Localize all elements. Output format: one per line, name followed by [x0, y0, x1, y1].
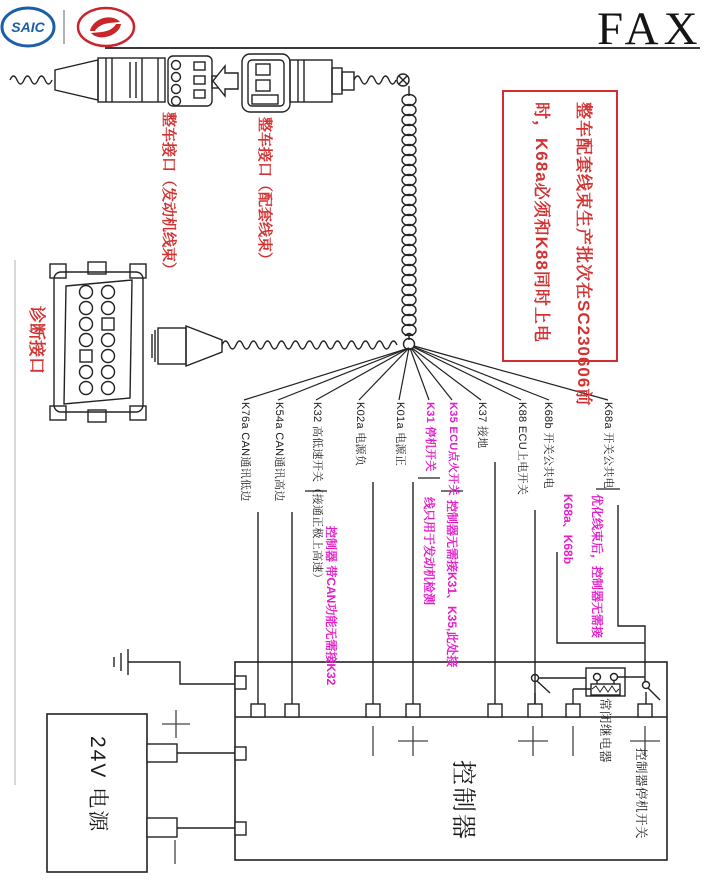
pin-label-k02a: K02a 电源负: [354, 402, 366, 467]
pin-label-k37: K37 接地: [476, 402, 488, 449]
vehicle-interface-engine-label: 整车接口（发动机线束）: [160, 112, 177, 278]
stop-switch-label: 控制器停机开关: [634, 748, 648, 840]
pin-label-k76a: K76a CAN通讯低边: [239, 402, 251, 502]
diagnostic-connector: [50, 262, 146, 422]
annotation-k31-k35-line1: 控制器无需接K31、K35,此处接: [445, 500, 459, 668]
coiled-wire: [402, 95, 416, 336]
power-supply-label: 24V 电源: [86, 736, 109, 834]
pin-label-k68a: K68a 开关公共电: [602, 402, 614, 489]
warning-note-text: [520, 102, 604, 406]
controller-pins: [251, 704, 652, 717]
pin-label-k32: K32 高低速开关（接通正极上高速）: [311, 402, 323, 585]
power-supply-box: [47, 710, 235, 872]
warning-note-line1: 整车配套线束生产批次在SC230606前: [574, 102, 593, 407]
label-ticks: [305, 478, 620, 491]
annotation-k68-line2: K68a、K68b: [561, 494, 575, 565]
pin-label-k01a: K01a 电源正: [394, 402, 406, 467]
engine-harness-connector: [10, 56, 218, 106]
wire-squiggle-diagnostic: [222, 341, 397, 349]
polarity-marks: [373, 726, 660, 756]
warning-note-line2: 时，K68a必须和K88同时上电: [532, 102, 551, 343]
wire-squiggle-left: [10, 76, 52, 84]
diagnostic-interface-label: 诊断接口: [27, 306, 46, 374]
matching-harness-connector: [242, 54, 409, 112]
diagnostic-plug: [152, 326, 415, 366]
wire-squiggle-right: [354, 76, 396, 84]
controller-label: 控制器: [449, 760, 477, 842]
ground-symbol: [114, 649, 235, 684]
stop-switch-symbols: [532, 675, 661, 705]
pin-label-k68b: K68b 开关公共电: [542, 402, 554, 489]
harness-breakout-node: [404, 339, 415, 350]
pin-label-k54a: K54a CAN通讯高边: [273, 402, 285, 502]
annotation-k32: 控制器 带CAN功能无需接K32: [324, 526, 338, 686]
arrow-left-icon: [213, 66, 238, 96]
saic-logo: [2, 8, 54, 46]
annotation-k31-k35-line2: 线只用于发动机检测: [422, 497, 436, 606]
vehicle-interface-matching-label: 整车接口（配套线束）: [256, 117, 273, 268]
annotation-k68-line1: 优化线束后，控制器无需接: [590, 494, 604, 639]
relay-symbol: [586, 668, 625, 696]
fax-header-label: FAX: [597, 3, 703, 55]
pin-label-k31: K31 停机开关: [424, 402, 436, 472]
relay-label: 常闭继电器: [598, 698, 612, 764]
saic-logo-text: SAIC: [11, 19, 45, 35]
pin-label-k88: K88 ECU上电开关: [516, 402, 528, 496]
brand-swirl-logo: [78, 8, 134, 46]
pin-label-k35: K35 ECU点火开关: [447, 402, 459, 496]
